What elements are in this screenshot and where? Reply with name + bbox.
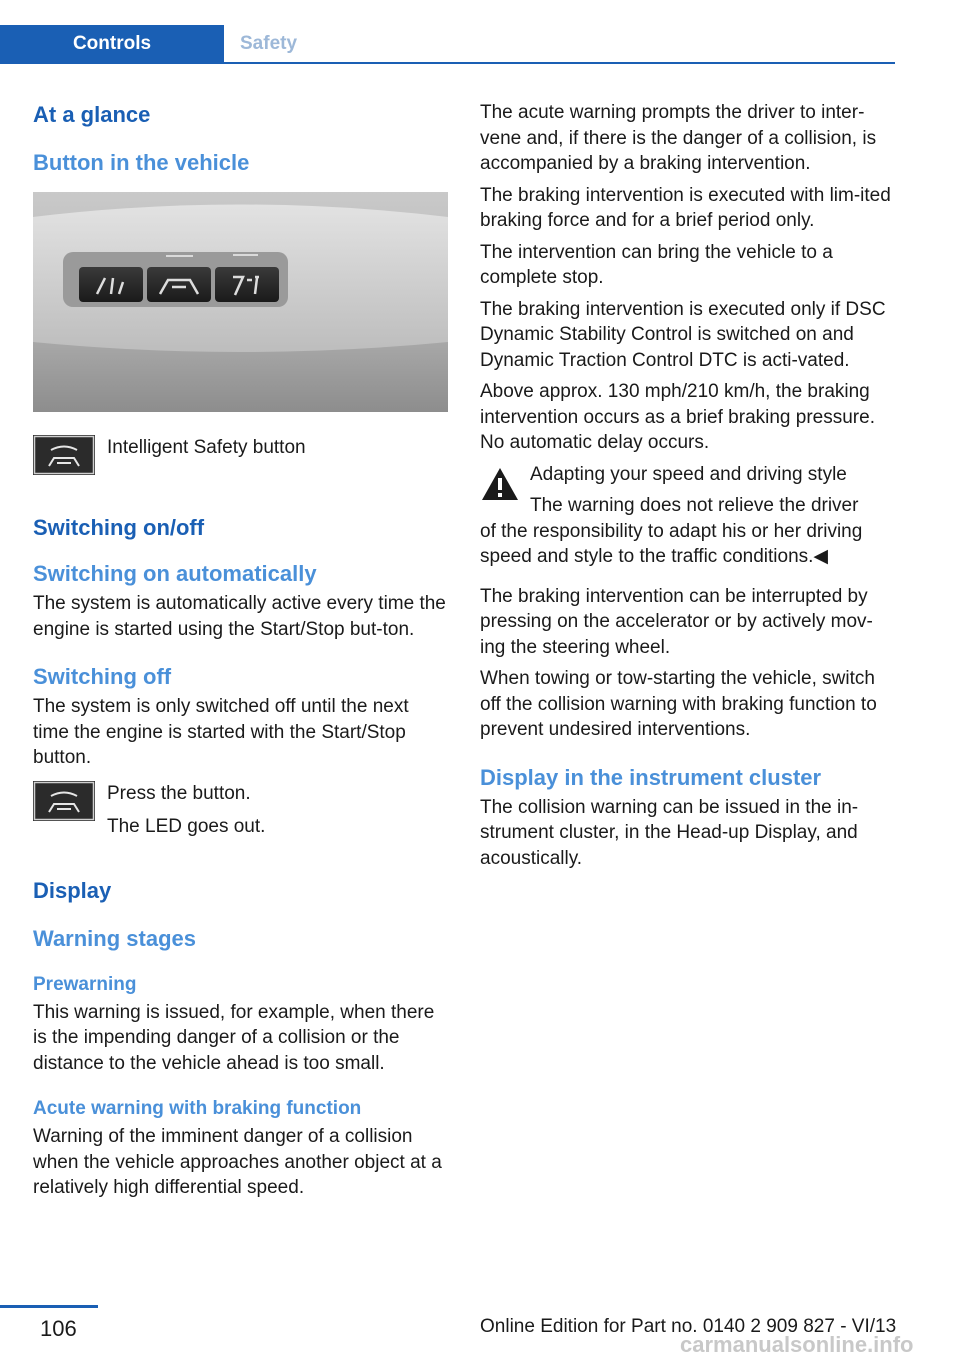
text-acute-warning: Warning of the imminent danger of a collision when the vehicle approaches another object at a relatively high differential speed. — [33, 1126, 442, 1198]
watermark-text: carmanualsonline.info — [680, 1332, 914, 1357]
heading-switching-off: Switching off — [33, 664, 172, 689]
text-towing: When towing or tow-starting the vehicle, switch off the collision warning with braking function to prevent undesired interventions. — [480, 668, 877, 740]
text-switching-off: The system is only switched off until the next time the engine is started with the Start/Stop button. — [33, 696, 409, 768]
text-prewarning: This warning is issued, for example, when there is the impending danger of a collision or the distance to the vehicle ahead is too small. — [33, 1001, 435, 1074]
warning-title: Adapting your speed and driving style — [530, 463, 847, 485]
heading-button-in-vehicle: Button in the vehicle — [33, 150, 250, 175]
text-complete-stop: The intervention can bring the vehicle to a complete stop. — [480, 241, 833, 288]
heading-at-a-glance: At a glance — [33, 102, 151, 127]
header-tabbar — [0, 25, 895, 64]
right-column — [480, 100, 895, 877]
text-press-button: Press the button. — [107, 782, 251, 804]
text-interrupt: The braking intervention can be interrupted by pressing on the accelerator or by actively mov‐ing the steering wheel. — [480, 585, 873, 658]
warning-text-rest: of the responsibility to adapt his or her driving speed and style to the traffic conditions.◀ — [480, 520, 863, 567]
left-column — [33, 100, 448, 1207]
heading-warning-stages: Warning stages — [33, 925, 196, 951]
tab-safety[interactable]: Safety — [240, 33, 298, 54]
warning-text-lead: The warning does not relieve the driver — [530, 495, 859, 516]
safety-buttons-photo — [33, 192, 448, 412]
tab-controls[interactable]: Controls — [0, 25, 224, 62]
page-number: 106 — [40, 1316, 77, 1341]
intelligent-safety-row — [33, 435, 448, 475]
intelligent-safety-button-icon — [33, 781, 95, 821]
heading-display: Display — [33, 877, 112, 903]
heading-display-instrument-cluster: Display in the instrument cluster — [480, 764, 822, 790]
text-switching-auto: The system is automatically active every time the engine is started using the Start/Stop but‐ton. — [33, 593, 446, 640]
heading-acute-warning: Acute warning with braking function — [33, 1098, 362, 1119]
heading-switching-on-off: Switching on/off — [33, 515, 205, 540]
warning-triangle-icon — [480, 466, 520, 502]
text-dsc-condition: The braking intervention is executed only if DSC Dynamic Stability Control is switched on and Dynamic Traction Control DTC is acti‐vated. — [480, 298, 886, 371]
text-above-speed: Above approx. 130 mph/210 km/h, the braking intervention occurs as a brief braking pressure. No automatic delay occurs. — [480, 381, 875, 453]
heading-switching-on-automatically: Switching on automatically — [33, 561, 317, 586]
intelligent-safety-caption: Intelligent Safety button — [107, 437, 306, 458]
text-acute-prompts: The acute warning prompts the driver to inter‐vene and, if there is the danger of a collision, is accompanied by a braking intervention. — [480, 102, 877, 174]
edition-text: Online Edition for Part no. 0140 2 909 827 - VI/13 — [480, 1316, 897, 1337]
text-led-goes-out: The LED goes out. — [107, 816, 266, 837]
warning-notice — [480, 462, 895, 570]
text-limited-braking: The braking intervention is executed with lim‐ited braking force and for a brief period only. — [480, 184, 891, 231]
heading-prewarning: Prewarning — [33, 973, 137, 995]
intelligent-safety-button-icon — [33, 435, 95, 475]
press-button-row — [33, 781, 448, 840]
text-collision-display: The collision warning can be issued in the in‐strument cluster, in the Head-up Display, and acoustically. — [480, 796, 859, 869]
footer-rule — [0, 1305, 98, 1308]
